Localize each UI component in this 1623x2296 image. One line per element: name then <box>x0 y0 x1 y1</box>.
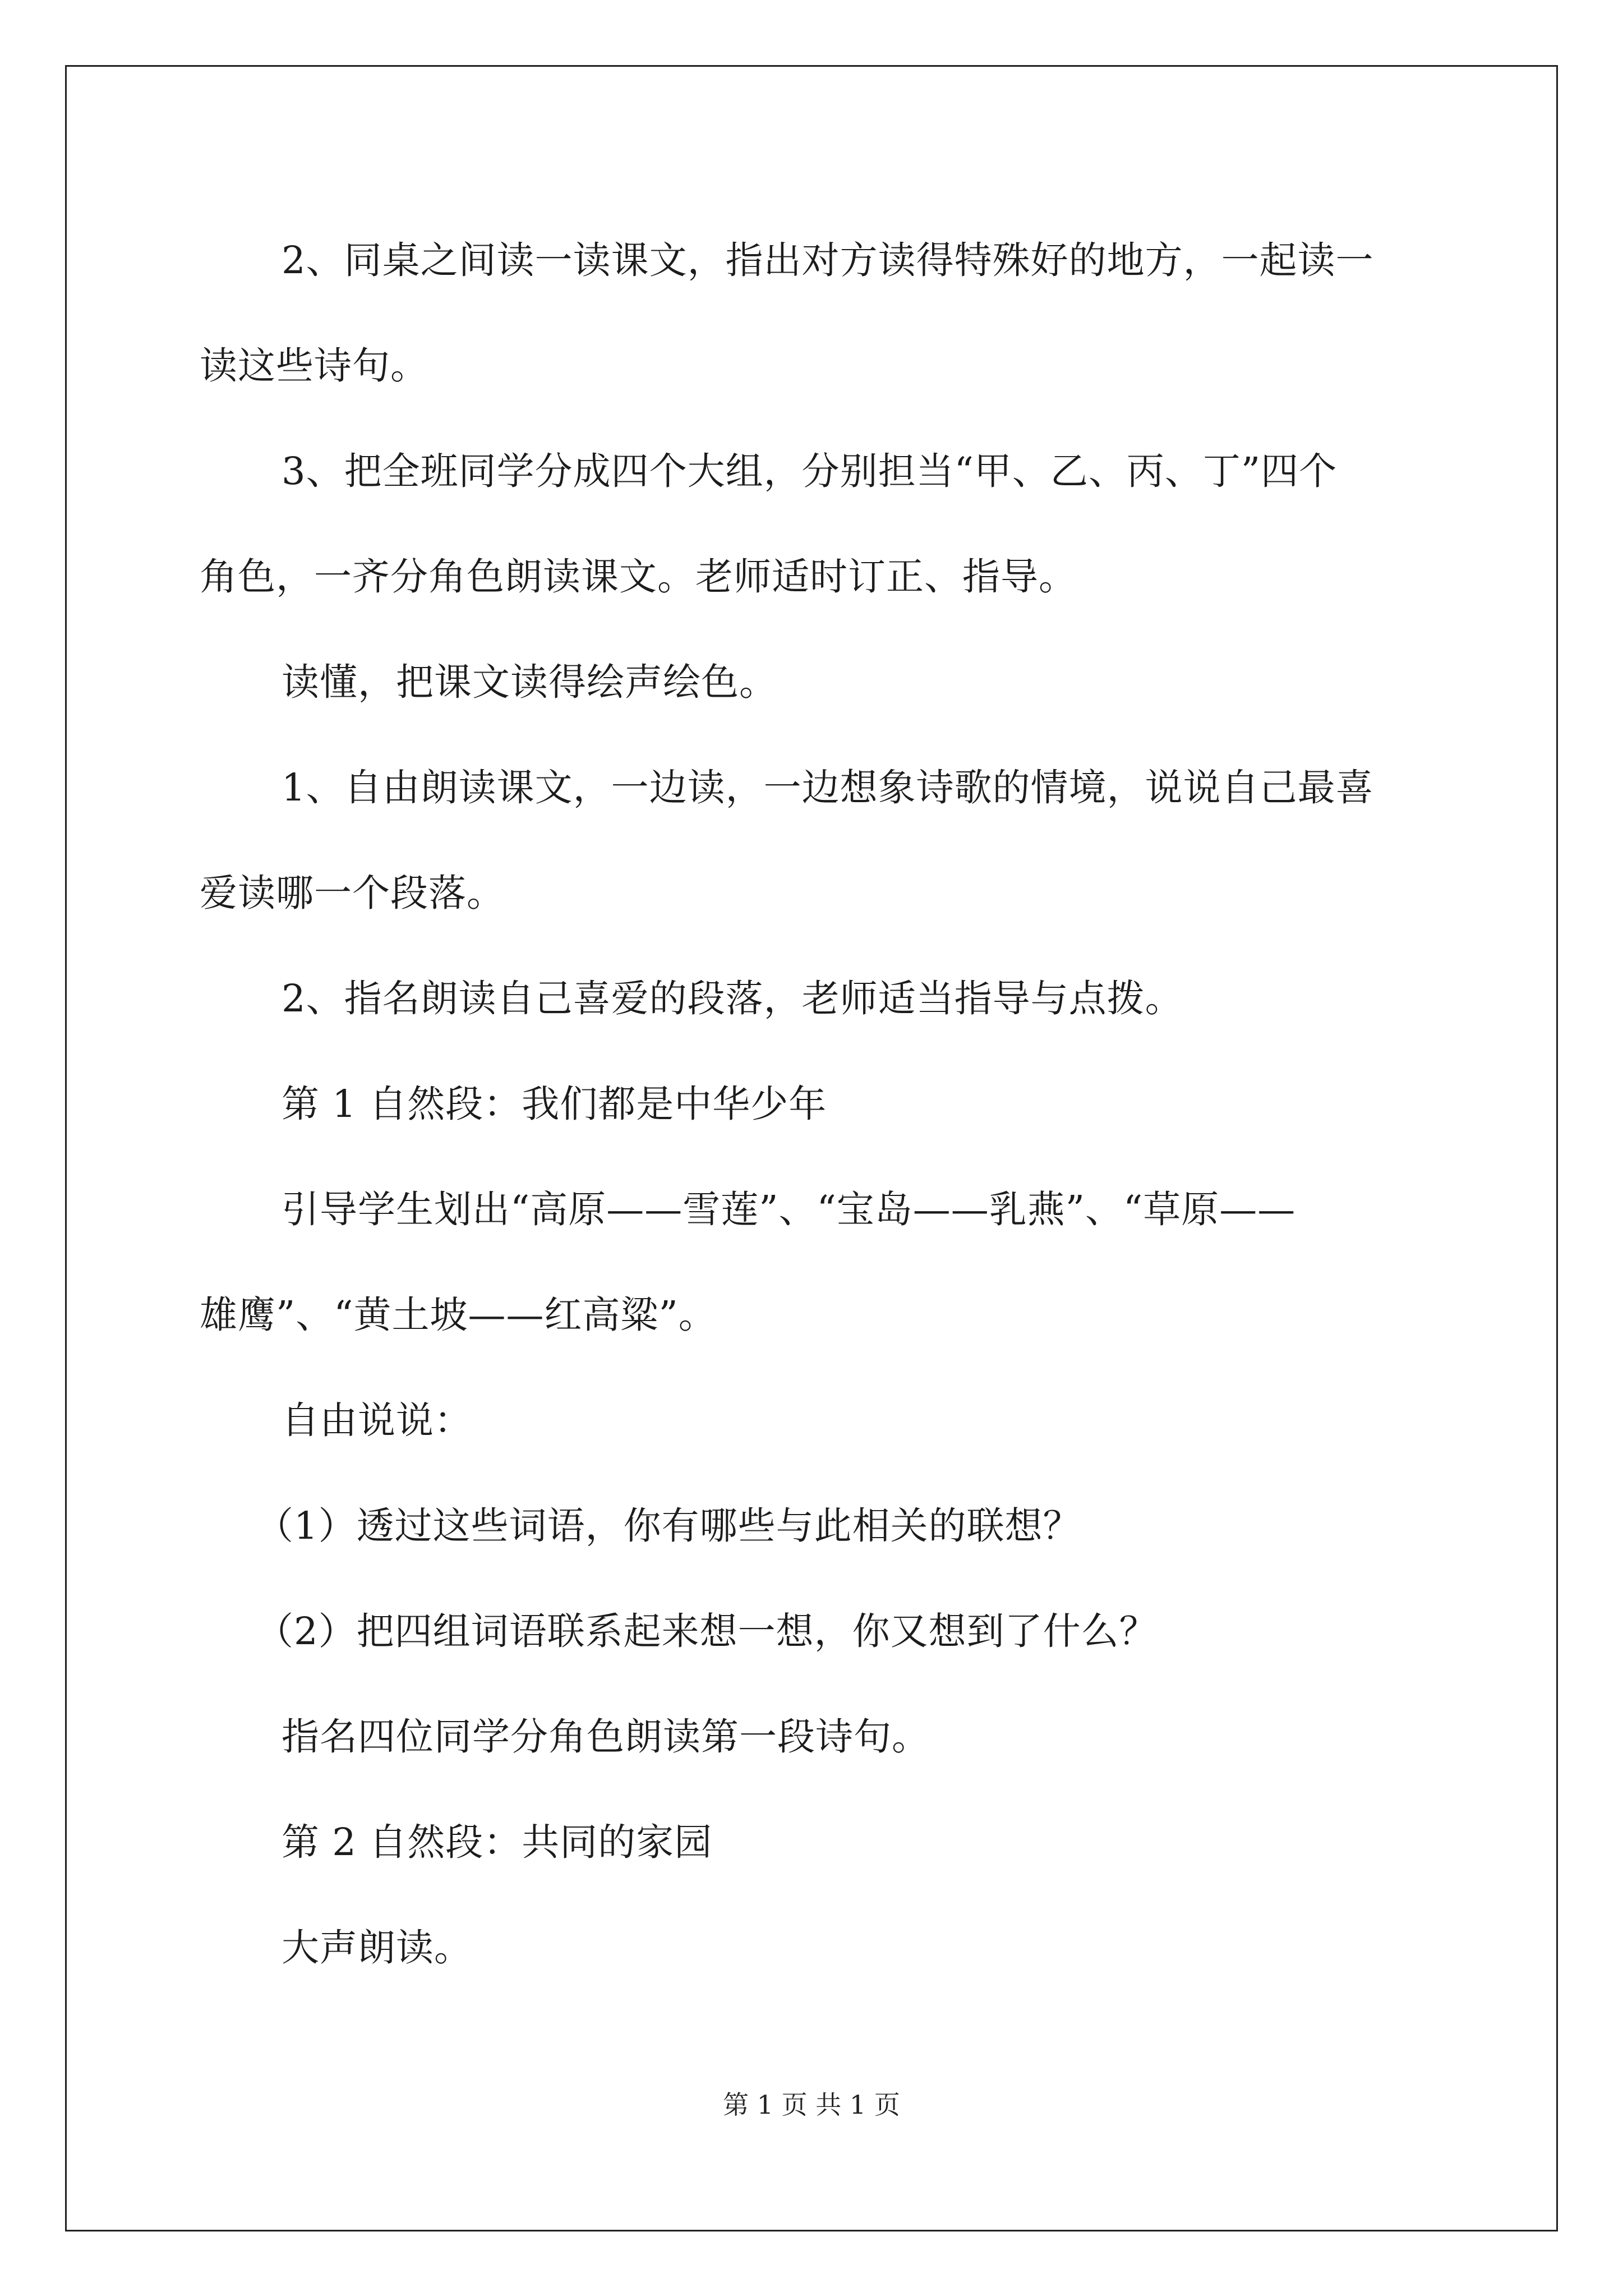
paragraph-line: 雄鹰”、“黄土坡——红高粱”。 <box>200 1293 717 1337</box>
paragraph-line: 指名四位同学分角色朗读第一段诗句。 <box>282 1715 930 1759</box>
question-item: （2）把四组词语联系起来想一想，你又想到了什么？ <box>256 1609 1158 1653</box>
paragraph-line: 大声朗读。 <box>282 1926 472 1970</box>
paragraph-line: 1、自由朗读课文，一边读，一边想象诗歌的情境，说说自己最喜 <box>282 766 1374 809</box>
paragraph-line: 引导学生划出“高原——雪莲”、“宝岛——乳燕”、“草原—— <box>282 1188 1296 1231</box>
paragraph-line: 角色，一齐分角色朗读课文。老师适时订正、指导。 <box>200 555 1077 599</box>
paragraph-line: 2、指名朗读自己喜爱的段落，老师适当指导与点拨。 <box>282 977 1183 1020</box>
paragraph-line: 爱读哪一个段落。 <box>200 871 505 915</box>
paragraph-line: 自由说说： <box>282 1398 472 1442</box>
paragraph-line: 3、把全班同学分成四个大组，分别担当“甲、乙、丙、丁”四个 <box>282 449 1338 493</box>
question-item: （1）透过这些词语，你有哪些与此相关的联想？ <box>256 1504 1081 1548</box>
paragraph-line: 2、同桌之间读一读课文，指出对方读得特殊好的地方，一起读一 <box>282 238 1374 282</box>
section-heading: 第 2 自然段：共同的家园 <box>282 1820 713 1864</box>
section-heading: 第 1 自然段：我们都是中华少年 <box>282 1082 827 1126</box>
page-number-footer: 第 1 页 共 1 页 <box>723 2090 900 2120</box>
paragraph-line: 读懂，把课文读得绘声绘色。 <box>282 660 777 704</box>
document-body <box>200 208 1422 2000</box>
paragraph-line: 读这些诗句。 <box>200 344 428 388</box>
